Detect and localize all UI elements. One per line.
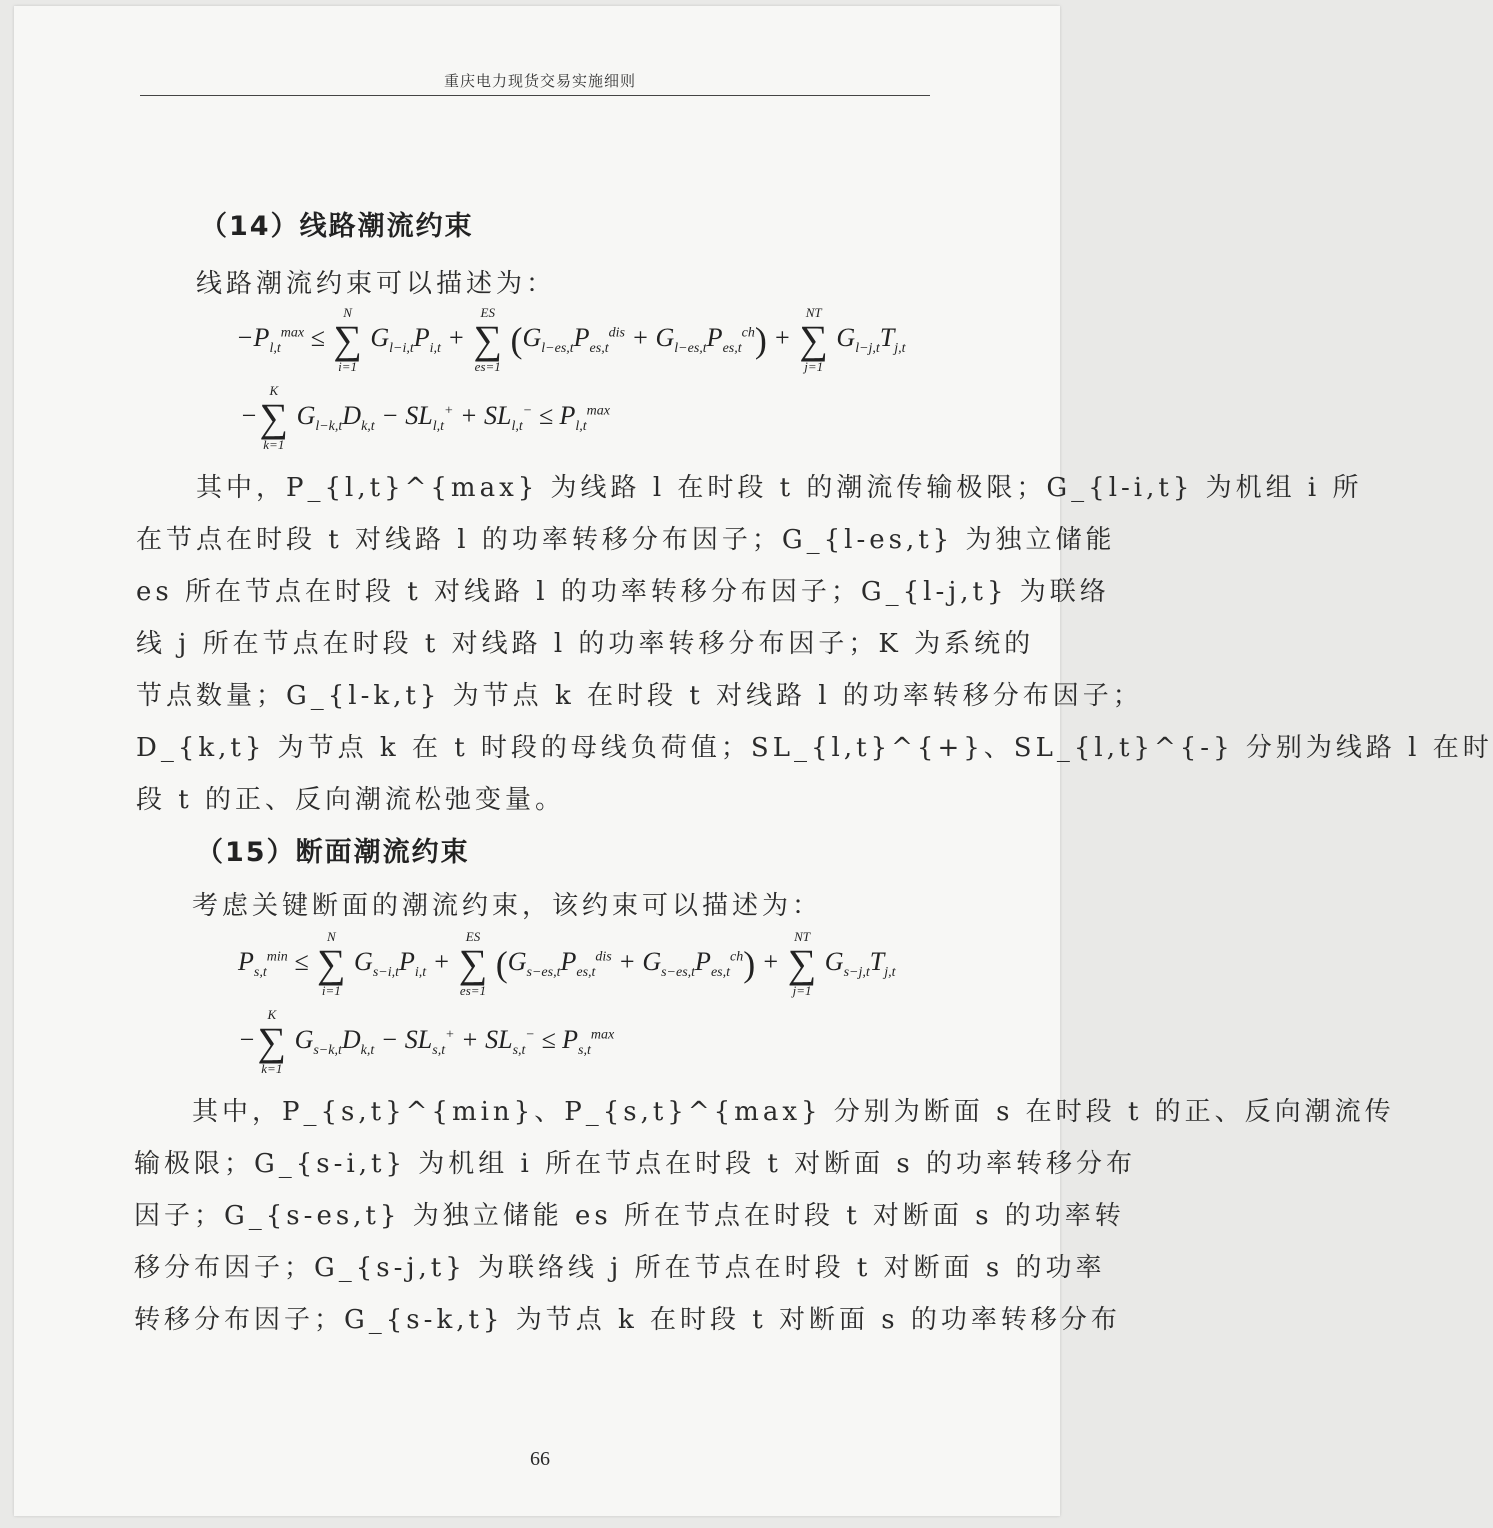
section-15-heading: （15）断面潮流约束 <box>196 837 470 868</box>
explanation-line: es 所在节点在时段 t 对线路 l 的功率转移分布因子；G_{l-j,t} 为联络 <box>136 577 1110 607</box>
explanation-line: 转移分布因子；G_{s-k,t} 为节点 k 在时段 t 对断面 s 的功率转移分布 <box>134 1305 1121 1335</box>
section-14-intro: 线路潮流约束可以描述为： <box>196 269 557 299</box>
explanation-line: 其中，P_{s,t}^{min}、P_{s,t}^{max} 分别为断面 s 在时段 t 的正、反向潮流传 <box>192 1097 1395 1127</box>
explanation-line: 线 j 所在节点在时段 t 对线路 l 的功率转移分布因子；K 为系统的 <box>136 629 1035 659</box>
page-number: 66 <box>530 1448 550 1470</box>
explanation-line: 节点数量；G_{l-k,t} 为节点 k 在时段 t 对线路 l 的功率转移分布因子； <box>136 681 1143 711</box>
section-15-intro: 考虑关键断面的潮流约束，该约束可以描述为： <box>192 891 823 921</box>
header-rule <box>140 95 930 96</box>
explanation-line: 移分布因子；G_{s-j,t} 为联络线 j 所在节点在时段 t 对断面 s 的功率 <box>134 1253 1106 1283</box>
equation-14-line-1: $-P_{l,t}^{max}$ ≤ N ∑ i=1 $G_{l-i,t}P_{i,t}$ + ES ∑ es=1 $(G_{l-es,t}P_{es,t}^{dis} + G_{l-es,t}P_{es,t}^{ch})$ + NT ∑ j=1 $G_{l-j,t}T_{j,t}$ <box>236 305 906 374</box>
explanation-line: 输极限；G_{s-i,t} 为机组 i 所在节点在时段 t 对断面 s 的功率转移分布 <box>134 1149 1136 1179</box>
running-header: 重庆电力现货交易实施细则 <box>443 72 636 90</box>
explanation-line: 在节点在时段 t 对线路 l 的功率转移分布因子；G_{l-es,t} 为独立储能 <box>136 525 1116 555</box>
explanation-line: D_{k,t} 为节点 k 在 t 时段的母线负荷值；SL_{l,t}^{+}、SL_{l,t}^{-} 分别为线路 l 在时 <box>136 733 1493 763</box>
equation-15-line-2: − K ∑ k=1 $G_{s-k,t}D_{k,t} - SL_{s,t}^+ + SL_{s,t}^- \le P_{s,t}^{max}$ <box>238 1007 615 1076</box>
equation-14-line-2: − K ∑ k=1 $G_{l-k,t}D_{k,t} - SL_{l,t}^+ + SL_{l,t}^- \le P_{l,t}^{max}$ <box>240 383 610 452</box>
explanation-line: 段 t 的正、反向潮流松弛变量。 <box>136 785 565 815</box>
equation-15-line-1: $P_{s,t}^{min}$ ≤ N ∑ i=1 $G_{s-i,t}P_{i,t}$ + ES ∑ es=1 $(G_{s-es,t}P_{es,t}^{dis} + G_{s-es,t}P_{es,t}^{ch})$ + NT ∑ j=1 $G_{s-j,t}T_{j,t}$ <box>238 929 896 998</box>
explanation-line: 其中，P_{l,t}^{max} 为线路 l 在时段 t 的潮流传输极限；G_{l-i,t} 为机组 i 所 <box>196 473 1363 503</box>
explanation-line: 因子；G_{s-es,t} 为独立储能 es 所在节点在时段 t 对断面 s 的功率转 <box>134 1201 1125 1231</box>
section-14-heading: （14）线路潮流约束 <box>200 211 474 242</box>
